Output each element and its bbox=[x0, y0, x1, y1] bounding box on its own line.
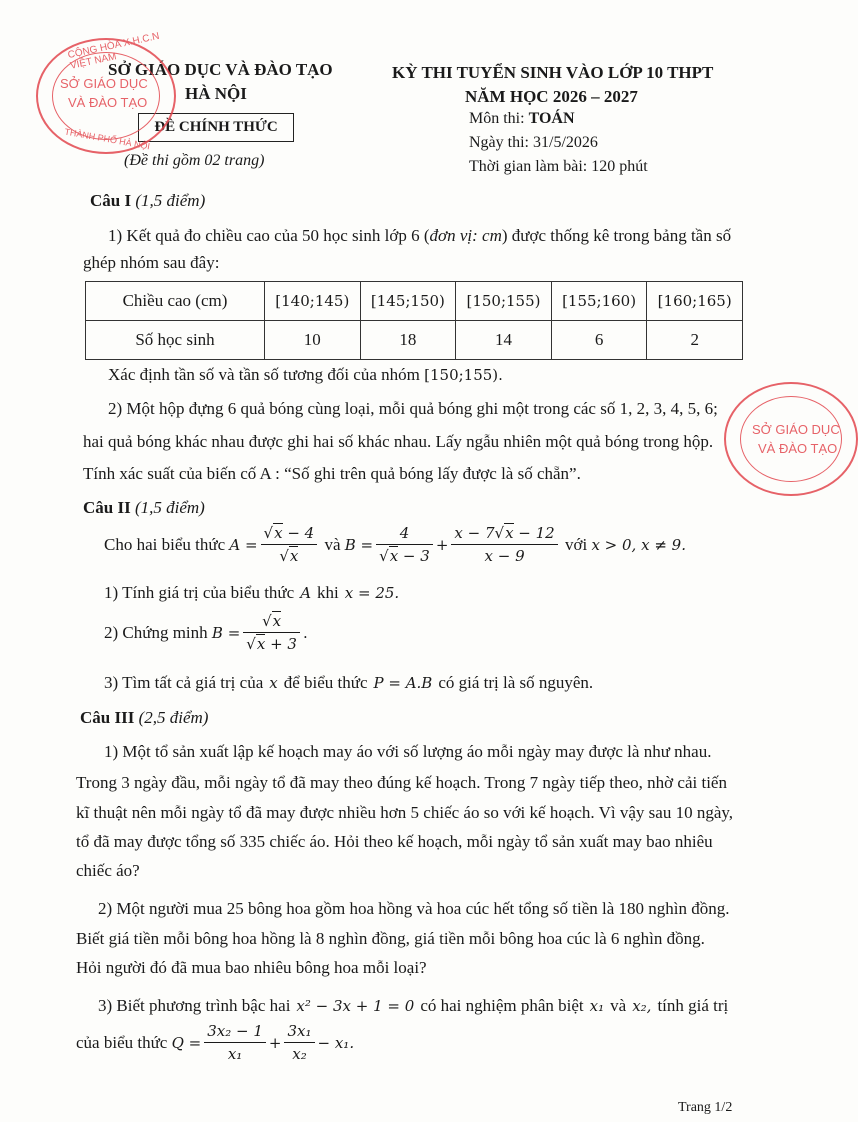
q3-p2-line1: 2) Một người mua 25 bông hoa gồm hoa hồng và hoa cúc hết tổng số tiền là 180 nghìn đồng. bbox=[98, 899, 730, 918]
official-stamp bbox=[36, 30, 176, 154]
q2-s2-fraction: $\frac{√x}{√x + 3}$ bbox=[243, 610, 300, 655]
q3-p3-b: có hai nghiệm phân biệt bbox=[420, 996, 584, 1015]
q2-s1-b: A bbox=[300, 584, 312, 602]
q2-expressions bbox=[104, 522, 686, 567]
table-row-heights bbox=[86, 282, 743, 321]
q3-Q-fraction-1 bbox=[204, 1020, 266, 1065]
q2-and: và bbox=[324, 534, 341, 554]
sqrt-x: x bbox=[289, 547, 299, 565]
stamp-center-1: SỞ GIÁO DỤC bbox=[60, 76, 148, 91]
exam-duration: Thời gian làm bài: 120 phút bbox=[469, 158, 648, 175]
q3-p3-and: và bbox=[610, 996, 627, 1015]
q2-A-fraction: $\frac{√x - 4}{√x}$ bbox=[261, 522, 318, 567]
q1-p2-line2: hai quả bóng khác nhau được ghi hai số khác nhau. Lấy ngẫu nhiên một quả bóng trong hộp. bbox=[83, 432, 714, 451]
sqrt-x: x bbox=[272, 612, 282, 630]
stamp-bottom-text: THÀNH PHỐ HÀ NỘI bbox=[63, 126, 151, 152]
q2-title: Câu II bbox=[83, 498, 131, 517]
department-city: HÀ NỘI bbox=[185, 84, 247, 103]
subject-line bbox=[469, 110, 575, 128]
sqrt-x: x bbox=[256, 635, 266, 653]
q2-s2-a: 2) Chứng minh bbox=[104, 622, 208, 642]
stamp-partial-2: VÀ ĐÀO TẠO bbox=[758, 441, 838, 456]
table-count: 14 bbox=[456, 321, 552, 360]
sqrt-x: x bbox=[389, 547, 399, 565]
q3-p3-eq: x² − 3x + 1 = 0 bbox=[296, 997, 415, 1015]
school-year: NĂM HỌC 2026 – 2027 bbox=[465, 87, 638, 106]
q3-f1-den: x₁ bbox=[227, 1045, 243, 1063]
table-row-label: Chiều cao (cm) bbox=[86, 282, 265, 321]
department-name: SỞ GIÁO DỤC VÀ ĐÀO TẠO bbox=[108, 60, 333, 79]
q1-p1-b: ) được thống kê trong bảng tần số bbox=[501, 226, 732, 245]
q3-p3-line1 bbox=[98, 991, 728, 1021]
q1-title: Câu I bbox=[90, 191, 132, 210]
table-count: 2 bbox=[647, 321, 743, 360]
table-group: [145;150) bbox=[360, 282, 456, 321]
q1-p1-line2: ghép nhóm sau đây: bbox=[83, 253, 220, 272]
q1-p2-line1: 2) Một hộp đựng 6 quả bóng cùng loại, mỗi quả bóng ghi một trong các số 1, 2, 3, 4, 5, 6; bbox=[108, 399, 718, 418]
q2-B-num2-b: − 12 bbox=[513, 524, 555, 542]
q1-p1-unit: đơn vị: cm bbox=[429, 226, 502, 245]
q3-Q-fraction-2 bbox=[284, 1020, 314, 1065]
table-group: [150;155) bbox=[456, 282, 552, 321]
q3-p1-line5: chiếc áo? bbox=[76, 861, 140, 880]
frequency-table bbox=[85, 281, 743, 360]
q3-plus: + bbox=[268, 1033, 282, 1052]
q1-task-text: Xác định tần số và tần số tương đối của nhóm bbox=[108, 365, 425, 384]
sqrt-x: x bbox=[505, 524, 514, 542]
q2-B-den1: − 3 bbox=[398, 547, 430, 565]
q3-f2-num: 3x₁ bbox=[284, 1020, 314, 1043]
q1-task-group: [150;155). bbox=[424, 366, 503, 384]
q2-s3-e: có giá trị là số nguyên. bbox=[438, 673, 594, 692]
q3-tail: − x₁. bbox=[317, 1033, 355, 1052]
q3-f1-num: 3x₂ − 1 bbox=[204, 1020, 266, 1043]
pages-note: (Đề thi gồm 02 trang) bbox=[124, 152, 265, 169]
q3-title: Câu III bbox=[80, 708, 135, 727]
q3-p2-line2: Biết giá tiền mỗi bông hoa hồng là 8 nghìn đồng, giá tiền mỗi bông hoa cúc là 6 nghìn đồng. bbox=[76, 929, 705, 948]
q2-condition: x > 0, x ≠ 9. bbox=[591, 535, 686, 554]
table-row-label: Số học sinh bbox=[86, 321, 265, 360]
q3-Q-label: Q = bbox=[171, 1033, 202, 1052]
q2-B-num1: 4 bbox=[376, 522, 433, 545]
q2-s1-c: khi bbox=[317, 583, 339, 602]
q2-B-num2-a: x − 7 bbox=[454, 524, 495, 542]
stamp-partial-1: SỞ GIÁO DỤC bbox=[752, 422, 840, 437]
stamp-ring-text: CỘNG HÒA X.H.C.N VIỆT NAM bbox=[66, 30, 161, 72]
q1-p1-a: 1) Kết quả đo chiều cao của 50 học sinh lớp 6 ( bbox=[108, 226, 430, 245]
q2-intro: Cho hai biểu thức bbox=[104, 534, 226, 554]
table-group: [160;165) bbox=[647, 282, 743, 321]
q2-heading bbox=[83, 493, 205, 523]
table-count: 6 bbox=[551, 321, 647, 360]
q3-p3-a: 3) Biết phương trình bậc hai bbox=[98, 996, 291, 1015]
page-number: Trang 1/2 bbox=[678, 1100, 733, 1115]
q1-task bbox=[108, 360, 503, 390]
table-count: 10 bbox=[265, 321, 361, 360]
q1-points: (1,5 điểm) bbox=[135, 191, 206, 210]
q2-A-num: − 4 bbox=[282, 524, 315, 542]
q3-p1-line2: Trong 3 ngày đầu, mỗi ngày tổ đã may theo đúng kế hoạch. Trong 7 ngày tiếp theo, nhờ cải tiến bbox=[76, 773, 727, 792]
official-stamp-partial bbox=[724, 382, 858, 496]
q2-s2: 2) Chứng minh B = $\frac{√x}{√x + 3}$ . bbox=[104, 612, 308, 653]
q3-p3-line2 bbox=[76, 1020, 354, 1065]
exam-title: KỲ THI TUYỂN SINH VÀO LỚP 10 THPT bbox=[392, 63, 714, 82]
q2-B-den2: x − 9 bbox=[484, 547, 525, 565]
table-count: 18 bbox=[360, 321, 456, 360]
q2-A-label: A = bbox=[229, 535, 258, 554]
official-label: ĐỀ CHÍNH THỨC bbox=[138, 113, 294, 142]
q2-plus: + bbox=[435, 535, 449, 554]
q2-B-label: B = bbox=[344, 535, 374, 554]
q2-s1-d: x = 25. bbox=[344, 584, 400, 602]
q3-points: (2,5 điểm) bbox=[138, 708, 209, 727]
q2-s2-b: B = bbox=[211, 623, 241, 642]
q2-B-fraction-2: $\frac{x - 7√x - 12}{x - 9}$ bbox=[451, 522, 557, 567]
q2-points: (1,5 điểm) bbox=[134, 498, 205, 517]
q3-p3-x1: x₁ bbox=[589, 997, 605, 1015]
sqrt-x: x bbox=[274, 524, 283, 542]
exam-date: Ngày thi: 31/5/2026 bbox=[469, 134, 598, 151]
q2-s3-a: 3) Tìm tất cả giá trị của bbox=[104, 673, 264, 692]
q2-s3-c: để biểu thức bbox=[283, 673, 368, 692]
q2-cond-pre: với bbox=[564, 534, 588, 554]
table-group: [140;145) bbox=[265, 282, 361, 321]
q2-s1 bbox=[104, 578, 399, 608]
q2-s1-a: 1) Tính giá trị của biểu thức bbox=[104, 583, 295, 602]
q3-heading bbox=[80, 703, 208, 733]
q3-p4-a: của biểu thức bbox=[76, 1032, 168, 1052]
q1-heading bbox=[90, 186, 205, 216]
table-group: [155;160) bbox=[551, 282, 647, 321]
q2-s3-d: P = A.B bbox=[373, 674, 433, 692]
stamp-center-2: VÀ ĐÀO TẠO bbox=[68, 95, 148, 110]
q2-B-fraction-1: $\frac{4}{√x - 3}$ bbox=[376, 522, 433, 567]
q3-p1-line3: kĩ thuật nên mỗi ngày tổ đã may được nhiều hơn 5 chiếc áo so với kế hoạch. Vì vậy sau 10 ngày, bbox=[76, 803, 734, 822]
q3-p2-line3: Hỏi người đó đã mua bao nhiêu bông hoa mỗi loại? bbox=[76, 958, 427, 977]
q2-s3 bbox=[104, 668, 593, 698]
q1-p2-line3: Tính xác suất của biến cố A : “Số ghi trên quả bóng lấy được là số chẵn”. bbox=[83, 464, 581, 483]
q2-s3-b: x bbox=[269, 674, 278, 692]
subject-value: TOÁN bbox=[528, 110, 575, 127]
q3-p1-line1: 1) Một tổ sản xuất lập kế hoạch may áo với số lượng áo mỗi ngày may được là như nhau. bbox=[104, 742, 712, 761]
q3-p1-line4: tổ đã may được tổng số 335 chiếc áo. Hỏi theo kế hoạch, mỗi ngày tổ sản xuất may bao nhiêu bbox=[76, 832, 713, 851]
q2-s2-den: + 3 bbox=[265, 635, 297, 653]
q3-f2-den: x₂ bbox=[292, 1045, 307, 1063]
table-row-counts bbox=[86, 321, 743, 360]
q3-p3-c: tính giá trị bbox=[657, 996, 729, 1015]
q1-p1-line1 bbox=[108, 221, 731, 251]
q3-p3-x2: x₂, bbox=[632, 997, 652, 1015]
subject-label: Môn thi: bbox=[469, 110, 529, 127]
